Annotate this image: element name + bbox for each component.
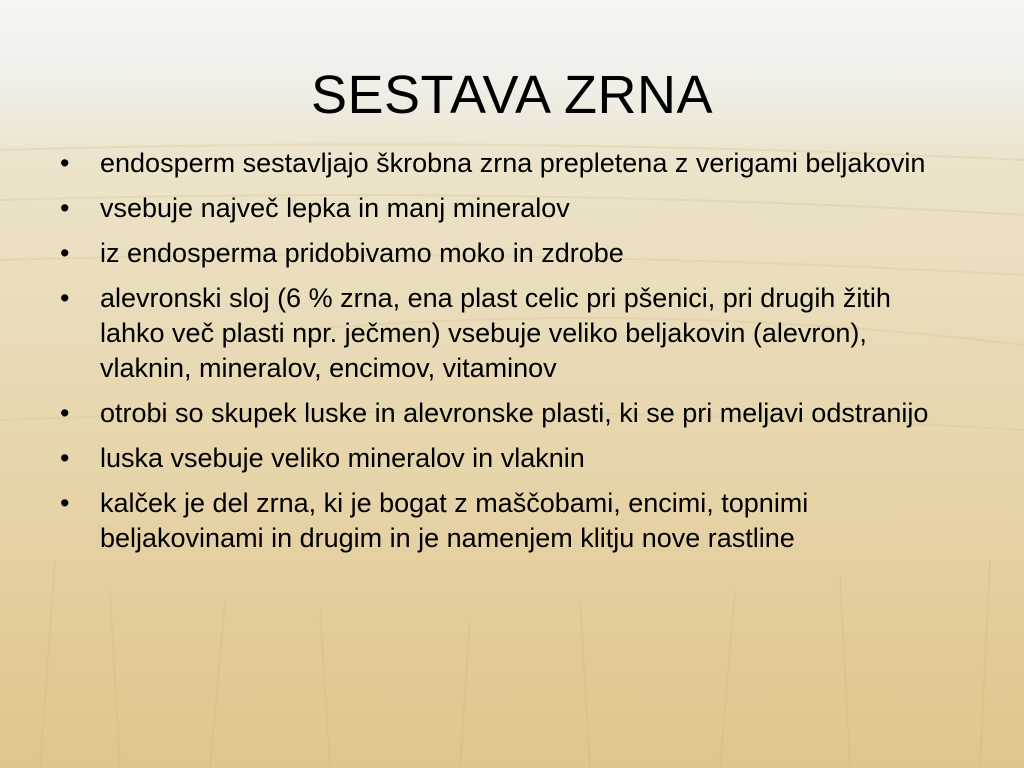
bullet-text: otrobi so skupek luske in alevronske plasti, ki se pri meljavi odstranijo: [100, 398, 929, 428]
bullet-icon: •: [60, 398, 70, 428]
bullet-text: iz endosperma pridobivamo moko in zdrobe: [100, 238, 624, 268]
bullet-text: alevronski sloj (6 % zrna, ena plast celic pri pšenici, pri drugih žitih lahko več plasti npr. ječmen) vsebuje veliko beljakovin (alevron), vlaknin, mineralov, encimov, vitaminov: [100, 283, 891, 383]
bullet-icon: •: [60, 193, 70, 223]
bullet-list: [60, 146, 960, 566]
list-item: [60, 486, 960, 556]
bullet-icon: •: [60, 488, 70, 518]
list-item: [60, 396, 960, 431]
list-item: [60, 441, 960, 476]
bullet-icon: •: [60, 443, 70, 473]
bullet-text: vsebuje največ lepka in manj mineralov: [100, 193, 570, 223]
bullet-icon: •: [60, 148, 70, 178]
list-item: [60, 236, 960, 271]
slide-title: SESTAVA ZRNA: [310, 65, 714, 125]
bullet-text: endosperm sestavljajo škrobna zrna prepletena z verigami beljakovin: [100, 148, 926, 178]
list-item: [60, 146, 960, 181]
list-item: [60, 191, 960, 226]
bullet-icon: •: [60, 238, 70, 268]
bullet-icon: •: [60, 283, 70, 313]
list-item: [60, 281, 960, 386]
bullet-text: kalček je del zrna, ki je bogat z maščobami, encimi, topnimi beljakovinami in drugim in je namenjem klitju nove rastline: [100, 488, 809, 553]
bullet-text: luska vsebuje veliko mineralov in vlaknin: [100, 443, 585, 473]
